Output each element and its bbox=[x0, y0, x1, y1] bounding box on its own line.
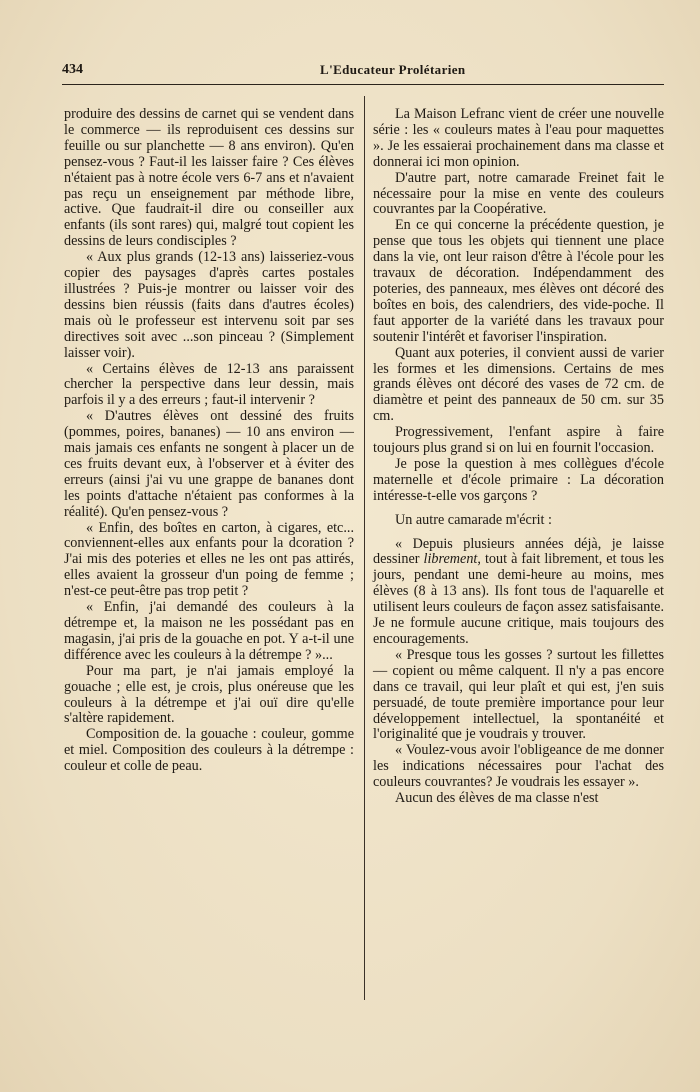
page-number: 434 bbox=[62, 62, 83, 77]
paragraph: Un autre camarade m'écrit : bbox=[395, 511, 552, 528]
right-column bbox=[373, 107, 664, 807]
paragraph: « Certains élèves de 12-13 ans paraissent chercher la perspective dans leur dessin, mais parfois il y a des erreurs ; faut-il intervenir ? bbox=[64, 360, 354, 409]
text-run: « Depuis plusieurs années déjà, je laisse dessiner bbox=[373, 535, 664, 568]
page-header bbox=[62, 58, 664, 82]
paragraph: Aucun des élèves de ma classe n'est bbox=[395, 790, 599, 807]
column-divider bbox=[364, 96, 365, 1000]
paragraph: Composition de. la gouache : couleur, gomme et miel. Composition des couleurs à la détrempe : couleur et colle de peau. bbox=[64, 726, 354, 775]
paragraph: En ce qui concerne la précédente question, je pense que tous les objets qui tiennent une place dans la vie, ont leur raison d'être à l'école pour les travaux de décoration. Indépendamment des poteries, des panneaux, mes élèves ont décoré des boîtes en bois, des calendriers, des vide-poche. Il faut apporter de la variété dans les travaux pour soutenir l'intérêt et favoriser l'inspiration. bbox=[373, 217, 664, 345]
paragraph: « Enfin, des boîtes en carton, à cigares, etc... conviennent-elles aux enfants pour la dcoration ? J'ai mis des poteries et elles ne les ont pas attirés, elles avaient la grosseur d'un poing de femme ; n'est-ce peut-être pas trop petit ? bbox=[64, 519, 354, 600]
paragraph: Progressivement, l'enfant aspire à faire toujours plus grand si on lui en fournit l'occasion. bbox=[373, 424, 664, 457]
paragraph: « Presque tous les gosses ? surtout les fillettes — copient ou même calquent. Il n'y a pas encore dans ce travail, qui leur plaît et qui est, j'en suis persuadé, de toute première importance pour leur développement intellectuel, la spontanéité et l'originalité que je voudrais y trouver. bbox=[373, 646, 664, 743]
paragraph: « D'autres élèves ont dessiné des fruits (pommes, poires, bananes) — 10 ans environ — mais jamais ces enfants ne songent à placer un de ces fruits devant eux, à l'observer et à éviter des erreurs (ainsi j'ai vu une grappe de bananes dont les points d'attache n'étaient pas conformes à la réalité). Qu'en pensez-vous ? bbox=[64, 408, 354, 520]
paragraph-quote bbox=[373, 537, 664, 648]
left-column bbox=[64, 107, 354, 775]
paragraph: Quant aux poteries, il convient aussi de varier les formes et les dimensions. Certains de mes grands élèves ont décoré des vases de 72 cm. de diamètre et peint des panneaux de 50 cm. sur 35 cm. bbox=[373, 344, 664, 425]
paragraph: Je pose la question à mes collègues d'école maternelle et d'école primaire : La décoration intéresse-t-elle vos garçons ? bbox=[373, 455, 664, 504]
paragraph: « Enfin, j'ai demandé des couleurs à la détrempe et, la maison ne les possédant pas en magasin, j'ai pris de la gouache en pot. Y a-t-il une différence avec les couleurs à la détrempe ? »... bbox=[64, 599, 354, 663]
journal-title: L'Educateur Prolétarien bbox=[320, 62, 466, 77]
paragraph: D'autre part, notre camarade Freinet fait le nécessaire pour la mise en vente des couleurs couvrantes par la Coopérative. bbox=[373, 169, 664, 218]
emphasis: librement bbox=[423, 551, 478, 568]
paragraph: produire des dessins de carnet qui se vendent dans le commerce — ils reproduisent ces dessins sur feuille ou sur planchette — 8 ans environ). Qu'en pensez-vous ? Faut-il les laisser faire ? Ces élèves n'étaient pas à notre école vers 6-7 ans et n'avaient pas reçu un enseignement par méthode libre, active. Que faudrait-il dire ou conseiller aux enfants (ils sont rares) qui, malgré tout copient les dessins de leurs condisciples ? bbox=[64, 106, 354, 250]
paragraph: La Maison Lefranc vient de créer une nouvelle série : les « couleurs mates à l'eau pour maquettes ». Je les essaierai prochainement dans ma classe et donnerai ici mon opinion. bbox=[373, 106, 664, 170]
text-run: , tout à fait librement, et tous les jours, pendant une demi-heure au moins, mes élèves (8 à 13 ans). Ils font tous de l'aquarelle et utilisent leurs couleurs de façon assez satisfaisante. Je ne formule aucune critique, mais toujours des encouragements. bbox=[373, 551, 664, 647]
header-rule bbox=[62, 84, 664, 85]
paragraph: « Aux plus grands (12-13 ans) laisseriez-vous copier des paysages d'après cartes postales illustrées ? Puis-je montrer ou laisser voir des dessins bien réussis (faits dans d'autres écoles) mais où le professeur est intervenu soit par ses directives soit avec ...son pinceau ? (Simplement laisser voir). bbox=[64, 249, 354, 361]
paragraph: « Voulez-vous avoir l'obligeance de me donner les indications nécessaires pour l'achat des couleurs couvrantes? Je voudrais les essayer ». bbox=[373, 742, 664, 791]
paragraph: Pour ma part, je n'ai jamais employé la gouache ; elle est, je crois, plus onéreuse que les couleurs à la détrempe et j'ai ouï dire qu'elle s'altère rapidement. bbox=[64, 662, 354, 727]
